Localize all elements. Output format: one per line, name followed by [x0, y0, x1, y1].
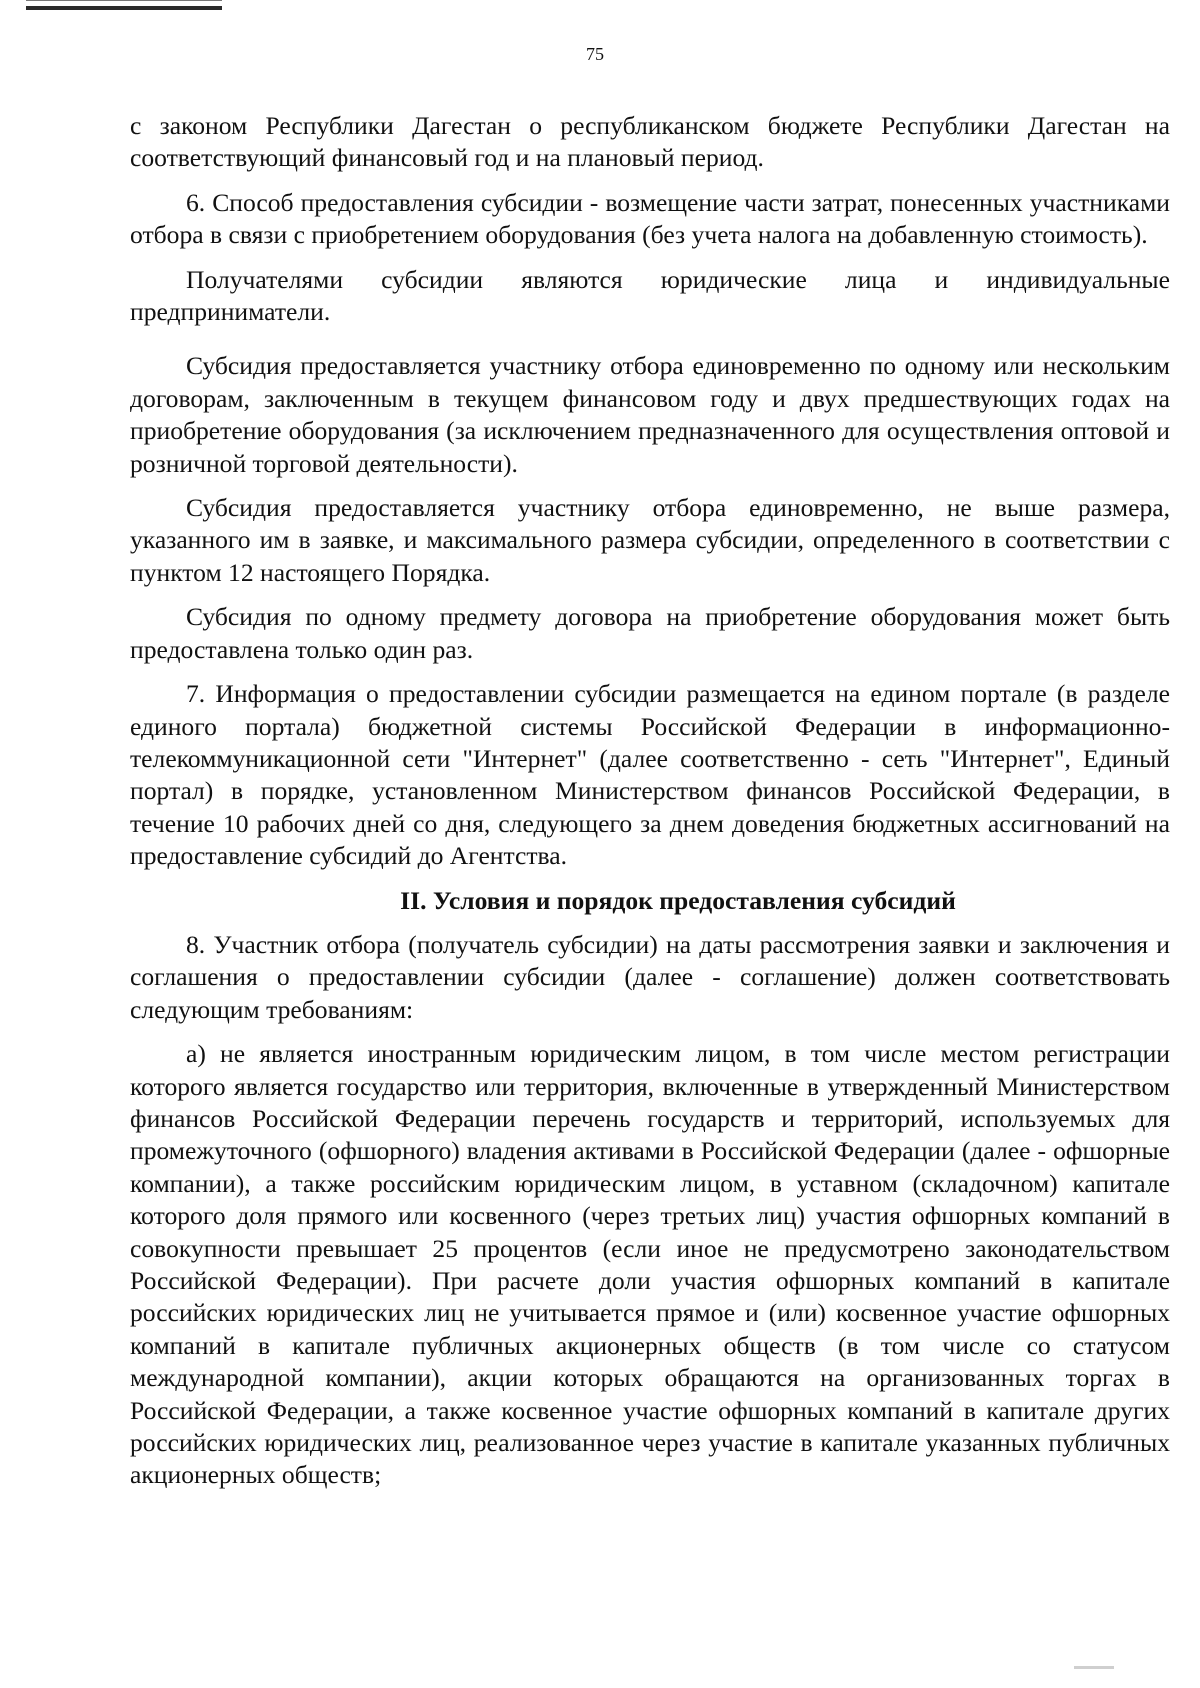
paragraph-subsidy-once: Субсидия по одному предмету договора на приобретение оборудования может быть предоставлена только один раз.	[130, 602, 1170, 664]
paragraph-item-6: 6. Способ предоставления субсидии - возмещение части затрат, понесенных участниками отбора в связи с приобретением оборудования (без учета налога на добавленную стоимость).	[130, 187, 1170, 250]
paragraph-recipients: Получателями субсидии являются юридические лица и индивидуальные предприниматели.	[130, 264, 1170, 327]
paragraph-item-7: 7. Информация о предоставлении субсидии размещается на едином портале (в разделе единого портала) бюджетной системы Российской Федерации в информационно-телекоммуникационной сети "Интернет" (далее соответственно - сеть "Интернет", Единый портал) в порядке, установленном Министерством финансов Российской Федерации, в течение 10 рабочих дней со дня, следующего за днем доведения бюджетных ассигнований на предоставление субсидий до Агентства.	[130, 679, 1170, 871]
page-number: 75	[586, 44, 604, 64]
paragraph-item-8a: а) не является иностранным юридическим лицом, в том числе местом регистрации которого является государство или территория, включенные в утвержденный Министерством финансов Российской Федерации перечень государств и территорий, используемых для промежуточного (офшорного) владения активами в Российской Федерации (далее - офшорные компании), а также российским юридическим лицом, в уставном (складочном) капитале которого доля прямого или косвенного (через третьих лиц) участия офшорных компаний в совокупности превышает 25 процентов (если иное не предусмотрено законодательством Российской Федерации). При расчете доли участия офшорных компаний в капитале российских юридических лиц не учитывается прямое и (или) косвенное участие офшорных компаний в капитале публичных акционерных обществ (в том числе со статусом международной компании), акции которых обращаются на организованных торгах в Российской Федерации, а также косвенное участие офшорных компаний в капитале других российских юридических лиц, реализованное через участие в капитале указанных публичных акционерных обществ;	[130, 1039, 1170, 1490]
paragraph-continuation: с законом Республики Дагестан о республиканском бюджете Республики Дагестан на соответствующий финансовый год и на плановый период.	[130, 111, 1170, 173]
paragraph-subsidy-limit: Субсидия предоставляется участнику отбора единовременно, не выше размера, указанного им в заявке, и максимального размера субсидии, определенного в соответствии с пунктом 12 настоящего Порядка.	[130, 493, 1170, 587]
scan-artifact-line	[26, 0, 222, 1]
section-heading: II. Условия и порядок предоставления субсидий	[400, 885, 956, 915]
paragraph-subsidy-contracts: Субсидия предоставляется участнику отбора единовременно по одному или нескольким договорам, заключенным в текущем финансовом году и двух предшествующих годах на приобретение оборудования (за исключением предназначенного для осуществления оптовой и розничной торговой деятельности).	[130, 351, 1170, 478]
document-body	[130, 110, 1170, 1504]
paragraph-item-8: 8. Участник отбора (получатель субсидии) на даты рассмотрения заявки и заключения и соглашения о предоставлении субсидии (далее - соглашение) должен соответствовать следующим требованиям:	[130, 929, 1170, 1024]
scan-artifact-mark	[1074, 1666, 1114, 1669]
scan-artifact-bar	[26, 6, 222, 10]
